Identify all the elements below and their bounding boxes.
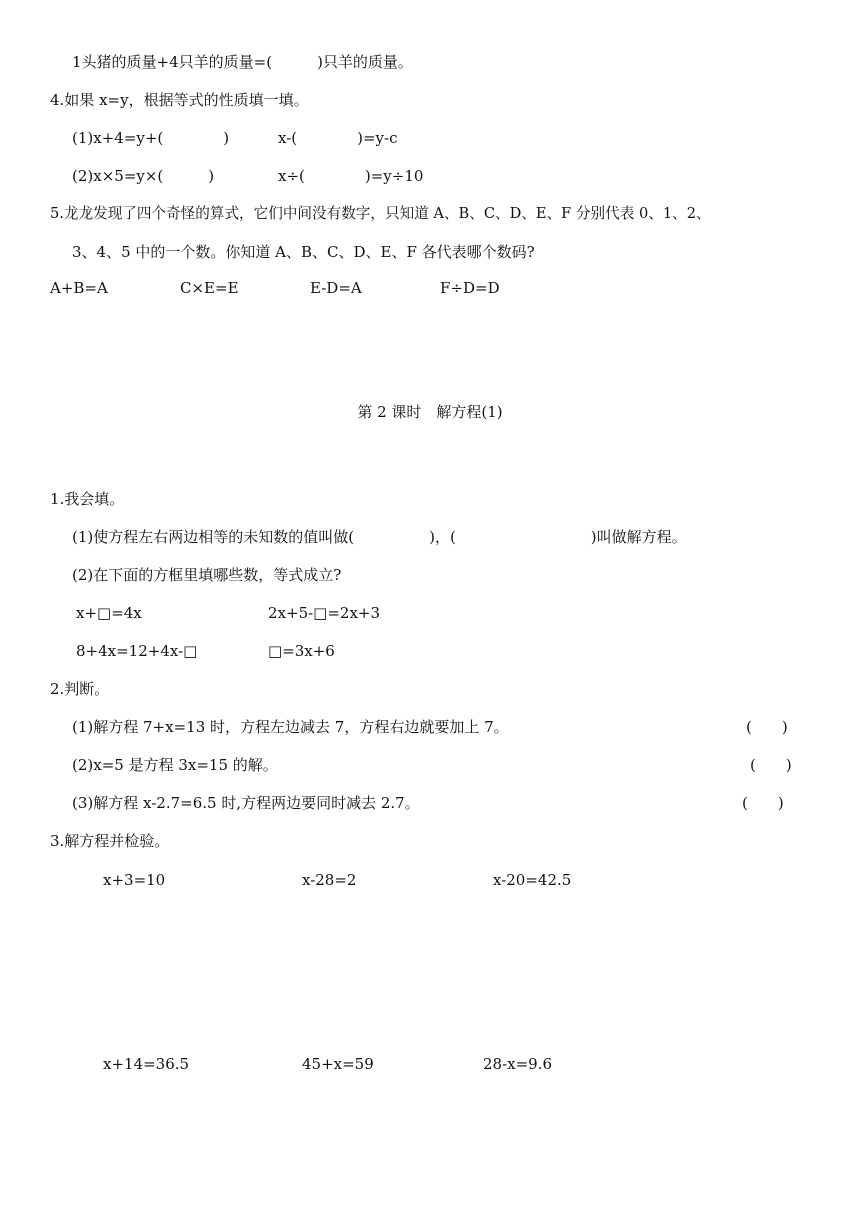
s2-item-1: (1)解方程 7+x=13 时，方程左边减去 7，方程右边就要加上 7。: [72, 718, 509, 736]
s2-answer-bracket-3: ( ): [742, 794, 784, 812]
s3-equation-2: x-28=2: [302, 871, 357, 889]
q5-equation-4: F÷D=D: [440, 279, 500, 297]
s2-answer-bracket-1: ( ): [746, 718, 788, 736]
q5-equation-1: A+B=A: [50, 279, 108, 297]
q4-row2-right: x÷( )=y÷10: [278, 167, 424, 185]
q4-stem: 4.如果 x=y，根据等式的性质填一填。: [50, 91, 309, 109]
s1-equation-4: □=3x+6: [268, 642, 335, 660]
carry-over-line: 1头猪的质量+4只羊的质量=( )只羊的质量。: [72, 53, 413, 71]
s1-equation-1: x+□=4x: [76, 604, 142, 622]
s2-item-3: (3)解方程 x-2.7=6.5 时,方程两边要同时减去 2.7。: [72, 794, 420, 812]
s2-item-2: (2)x=5 是方程 3x=15 的解。: [72, 756, 278, 774]
s3-equation-1: x+3=10: [103, 871, 166, 889]
s3-equation-4: x+14=36.5: [103, 1055, 190, 1073]
s2-answer-bracket-2: ( ): [750, 756, 792, 774]
lesson-title: 第 2 课时 解方程(1): [357, 403, 503, 421]
s2-stem: 2.判断。: [50, 680, 110, 698]
q5-line2: 3、4、5 中的一个数。你知道 A、B、C、D、E、F 各代表哪个数码?: [72, 243, 535, 261]
q4-row2-left: (2)x×5=y×( ): [72, 167, 215, 185]
s1-part2: (2)在下面的方框里填哪些数，等式成立?: [72, 566, 342, 584]
s3-equation-6: 28-x=9.6: [483, 1055, 553, 1073]
s3-equation-3: x-20=42.5: [493, 871, 572, 889]
q4-row1-right: x-( )=y-c: [278, 129, 398, 147]
q4-row1-left: (1)x+4=y+( ): [72, 129, 230, 147]
s1-equation-2: 2x+5-□=2x+3: [268, 604, 381, 622]
q5-line1: 5.龙龙发现了四个奇怪的算式，它们中间没有数字，只知道 A、B、C、D、E、F 分别代表 0、1、2、: [50, 205, 711, 222]
s3-equation-5: 45+x=59: [302, 1055, 374, 1073]
s1-equation-3: 8+4x=12+4x-□: [76, 642, 198, 660]
q5-equation-2: C×E=E: [180, 279, 239, 297]
s1-part1: (1)使方程左右两边相等的未知数的值叫做( )，( )叫做解方程。: [72, 528, 687, 546]
q5-equation-3: E-D=A: [310, 279, 362, 297]
s3-stem: 3.解方程并检验。: [50, 832, 170, 850]
s1-stem: 1.我会填。: [50, 490, 125, 508]
